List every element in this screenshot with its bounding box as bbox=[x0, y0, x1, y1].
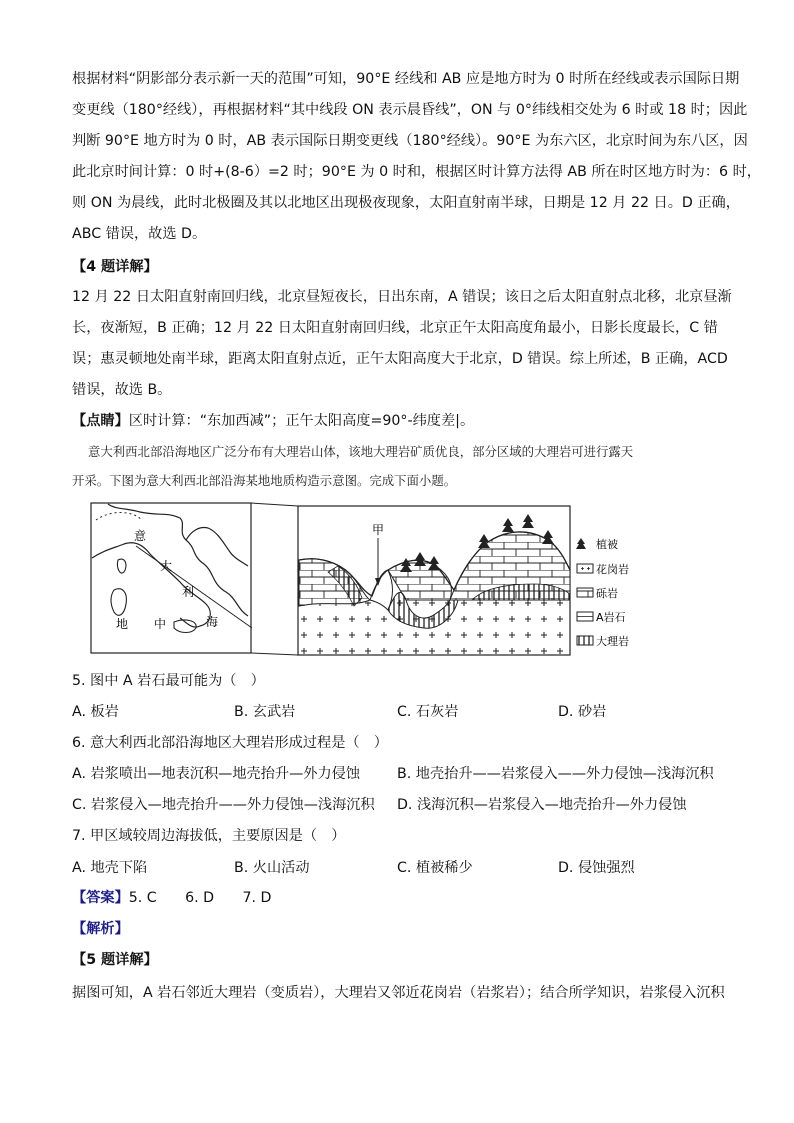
question-6-option-b: B. 地壳抬升——岩浆侵入——外力侵蚀—浅海沉积 bbox=[397, 766, 714, 782]
map-label: 海 bbox=[206, 615, 219, 629]
intro-line-2: 开采。下图为意大利西北部沿海某地地质构造示意图。完成下面小题。 bbox=[72, 473, 457, 488]
question-7-option-d: D. 侵蚀强烈 bbox=[558, 860, 635, 876]
text-line: 12 月 22 日太阳直射南回归线，北京昼短夜长，日出东南，A 错误；该日之后太阳直射点北移，北京昼渐 bbox=[72, 289, 732, 305]
text-line: 根据材料“阴影部分表示新一天的范围”可知，90°E 经线和 AB 应是地方时为 0 时所在经线或表示国际日期 bbox=[72, 71, 740, 87]
question-7-option-a: A. 地壳下陷 bbox=[72, 860, 148, 876]
answer-label: 【答案】 bbox=[72, 890, 129, 906]
text-line: 判断 90°E 地方时为 0 时，AB 表示国际日期变更线（180°经线）。90°E 为东六区，北京时间为东八区，因 bbox=[72, 133, 748, 149]
q4-heading: 【4 题详解】 bbox=[72, 259, 158, 275]
tip-text: 区时计算：“东加西减”；正午太阳高度=90°-纬度差|。 bbox=[128, 413, 475, 429]
italy-location-map bbox=[91, 503, 252, 653]
question-7-option-b: B. 火山活动 bbox=[234, 860, 310, 876]
question-5-option-d: D. 砂岩 bbox=[558, 704, 607, 720]
analysis-label: 【解析】 bbox=[72, 921, 129, 937]
q5-explanation-line: 据图可知，A 岩石邻近大理岩（变质岩），大理岩又邻近花岗岩（岩浆岩）；结合所学知识，岩浆侵入沉积 bbox=[72, 985, 725, 1001]
text-line: 误；惠灵顿地处南半球，距离太阳直射点近，正午太阳高度大于北京，D 错误。综上所述，B 正确，ACD bbox=[72, 351, 728, 367]
text-line: 则 ON 为晨线，此时北极圈及其以北地区出现极夜现象，太阳直射南半球，日期是 12 月 22 日。D 正确， bbox=[72, 195, 740, 211]
profile-label-jia: 甲 bbox=[372, 523, 385, 537]
answer-text: 5. C 6. D 7. D bbox=[128, 890, 272, 906]
text-line: 此北京时间计算：0 时+(8-6）=2 时；90°E 为 0 时和，根据区时计算方法得 AB 所在时区地方时为：6 时， bbox=[72, 164, 761, 180]
legend-item: 植被 bbox=[596, 538, 618, 551]
map-label: 地 bbox=[116, 617, 129, 631]
text-line: ABC 错误，故选 D。 bbox=[72, 226, 207, 242]
text-line: 变更线（180°经线），再根据材料“其中线段 ON 表示晨昏线”，ON 与 0°纬线相交处为 6 时或 18 时；因此 bbox=[72, 102, 748, 118]
question-5-stem: 5. 图中 A 岩石最可能为（ ） bbox=[72, 673, 265, 689]
question-5-option-c: C. 石灰岩 bbox=[397, 704, 459, 720]
question-6-stem: 6. 意大利西北部沿海地区大理岩形成过程是（ ） bbox=[72, 735, 388, 751]
geology-figure bbox=[88, 500, 648, 660]
question-5-option-b: B. 玄武岩 bbox=[234, 704, 296, 720]
question-6-option-c: C. 岩浆侵入—地壳抬升——外力侵蚀—浅海沉积 bbox=[72, 797, 375, 813]
q5-heading: 【5 题详解】 bbox=[72, 952, 158, 968]
question-5-option-a: A. 板岩 bbox=[72, 704, 119, 720]
geologic-cross-section bbox=[298, 506, 570, 655]
question-7-stem: 7. 甲区域较周边海拔低，主要原因是（ ） bbox=[72, 828, 346, 844]
legend-item: 花岗岩 bbox=[596, 563, 629, 576]
question-6-option-d: D. 浅海沉积—岩浆侵入—地壳抬升—外力侵蚀 bbox=[397, 797, 687, 813]
explanation-paragraph-1 bbox=[72, 64, 761, 250]
question-6-option-a: A. 岩浆喷出—地表沉积—地壳抬升—外力侵蚀 bbox=[72, 766, 361, 782]
answer-line bbox=[72, 887, 271, 909]
text-line: 错误，故选 B。 bbox=[72, 382, 172, 398]
tip-line bbox=[72, 410, 474, 432]
tip-label: 【点睛】 bbox=[72, 413, 129, 429]
map-label: 大 bbox=[160, 559, 173, 573]
question-7-option-c: C. 植被稀少 bbox=[397, 860, 473, 876]
legend-item: 大理岩 bbox=[596, 635, 629, 648]
intro-line-1: 意大利西北部沿海地区广泛分布有大理岩山体，该地大理岩矿质优良，部分区域的大理岩可进行露天 bbox=[88, 444, 634, 459]
map-label: 意 bbox=[134, 529, 147, 543]
legend bbox=[576, 537, 629, 648]
map-label: 中 bbox=[154, 617, 167, 631]
explanation-paragraph-2 bbox=[72, 282, 732, 406]
legend-item: A岩石 bbox=[596, 611, 626, 624]
text-line: 长，夜渐短，B 正确；12 月 22 日太阳直射南回归线，北京正午太阳高度角最小，日影长度最长，C 错 bbox=[72, 320, 718, 336]
legend-item: 砾岩 bbox=[596, 587, 618, 600]
map-label: 利 bbox=[182, 585, 195, 599]
